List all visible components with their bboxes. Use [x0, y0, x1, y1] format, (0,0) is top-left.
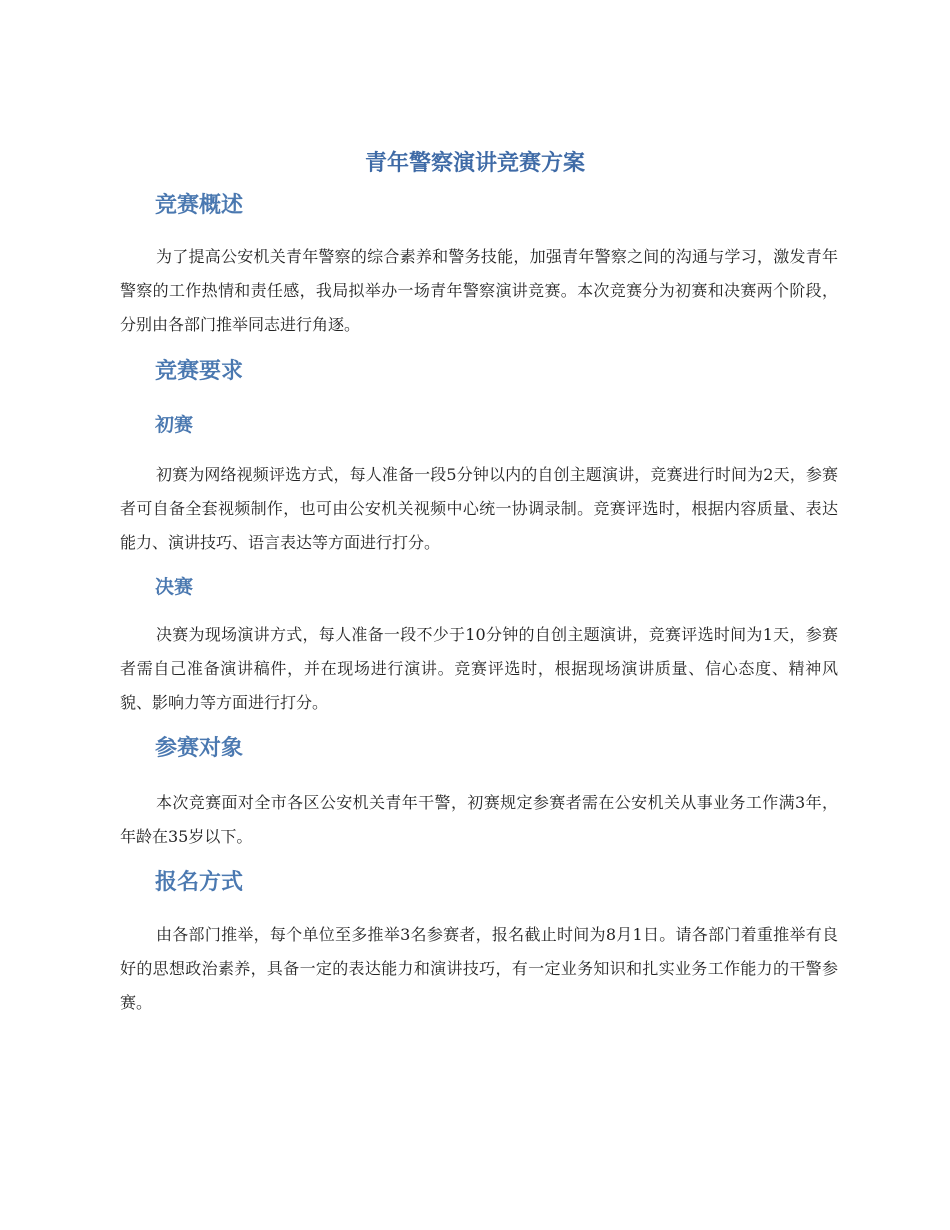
section-text-participants: 本次竞赛面对全市各区公安机关青年干警，初赛规定参赛者需在公安机关从事业务工作满3年，年龄在35岁以下。	[120, 793, 838, 846]
section-text-overview: 为了提高公安机关青年警察的综合素养和警务技能，加强青年警察之间的沟通与学习，激发青年警察的工作热情和责任感，我局拟举办一场青年警察演讲竞赛。本次竞赛分为初赛和决赛两个阶段，分别由各部门推举同志进行角逐。	[120, 247, 838, 334]
section-heading-requirements: 竞赛要求	[155, 359, 244, 384]
section-heading-participants: 参赛对象	[155, 736, 244, 761]
section-heading-overview: 竞赛概述	[155, 193, 244, 218]
subsection-heading-final: 决赛	[155, 576, 194, 598]
subsection-heading-preliminary: 初赛	[155, 414, 194, 436]
section-text-registration: 由各部门推举，每个单位至多推举3名参赛者，报名截止时间为8月1日。请各部门着重推举有良好的思想政治素养，具备一定的表达能力和演讲技巧，有一定业务知识和扎实业务工作能力的干警参赛。	[120, 925, 838, 1012]
subsection-text-preliminary: 初赛为网络视频评选方式，每人准备一段5分钟以内的自创主题演讲，竞赛进行时间为2天，参赛者可自备全套视频制作，也可由公安机关视频中心统一协调录制。竞赛评选时，根据内容质量、表达能力、演讲技巧、语言表达等方面进行打分。	[120, 465, 838, 552]
document-title: 青年警察演讲竞赛方案	[364, 151, 585, 176]
subsection-text-final: 决赛为现场演讲方式，每人准备一段不少于10分钟的自创主题演讲，竞赛评选时间为1天，参赛者需自己准备演讲稿件，并在现场进行演讲。竞赛评选时，根据现场演讲质量、信心态度、精神风貌、影响力等方面进行打分。	[120, 625, 838, 712]
section-heading-registration: 报名方式	[155, 870, 244, 895]
